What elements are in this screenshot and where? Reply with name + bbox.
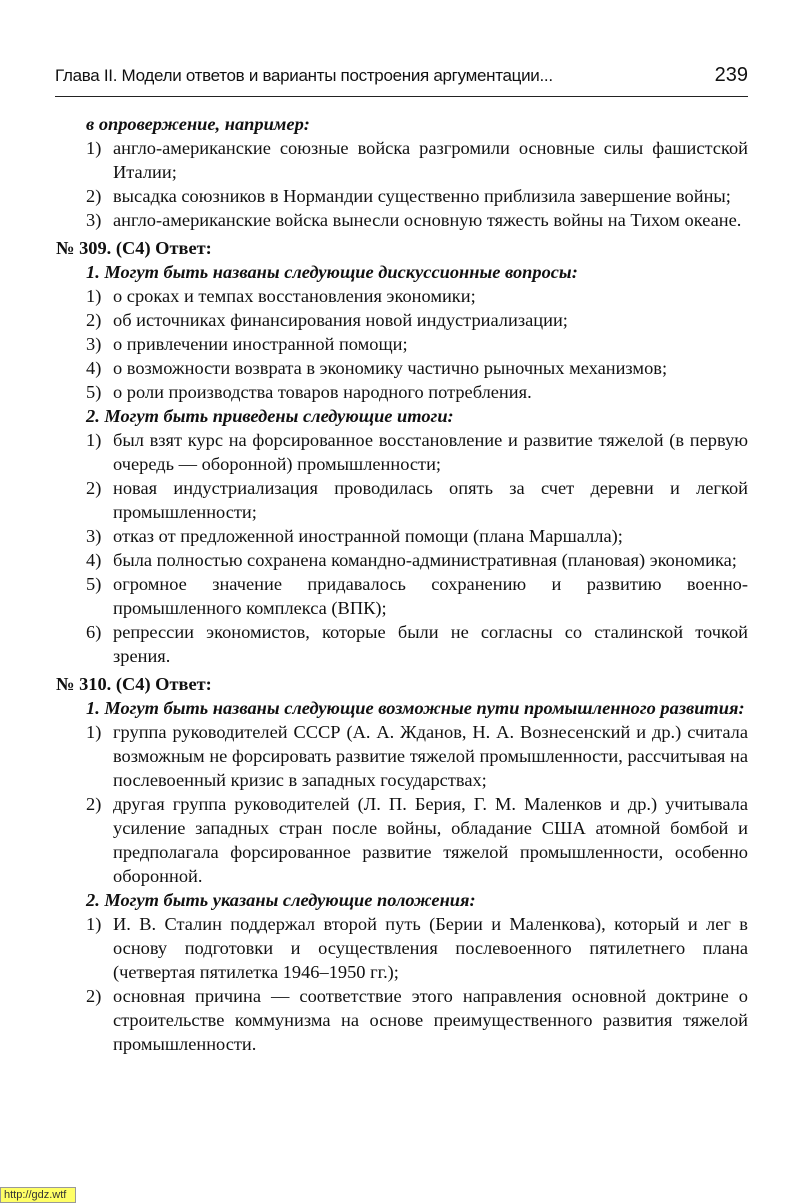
list-item [56, 620, 748, 668]
intro-list [56, 136, 748, 232]
page-body [56, 112, 748, 1056]
item-text: об источниках финансирования новой индустриализации; [113, 310, 568, 330]
item-number: 2) [86, 478, 102, 498]
list-item [56, 548, 748, 572]
list-item [56, 524, 748, 548]
list-item [56, 912, 748, 984]
section-heading: 1. Могут быть названы следующие дискуссионные вопросы: [86, 262, 578, 282]
item-text: была полностью сохранена командно-административная (плановая) экономика; [113, 550, 737, 570]
item-text: о роли производства товаров народного потребления. [113, 382, 532, 402]
item-text: о возможности возврата в экономику частично рыночных механизмов; [113, 358, 668, 378]
section-heading: 2. Могут быть указаны следующие положения: [86, 890, 476, 910]
item-number: 5) [86, 574, 102, 594]
question-310-title: № 310. (С4) Ответ: [56, 674, 212, 694]
item-text: огромное значение придавалось сохранению и развитию военно-промышленного комплекса (ВПК); [113, 574, 748, 618]
item-number: 1) [86, 138, 102, 158]
item-number: 1) [86, 722, 102, 742]
item-text: о сроках и темпах восстановления экономики; [113, 286, 476, 306]
intro-label: в опровержение, например: [86, 114, 310, 134]
item-number: 4) [86, 550, 102, 570]
list-item [56, 476, 748, 524]
list-item [56, 792, 748, 888]
list-item [56, 136, 748, 184]
list-item [56, 332, 748, 356]
item-number: 3) [86, 334, 102, 354]
question-309-title: № 309. (С4) Ответ: [56, 238, 212, 258]
section-heading: 1. Могут быть названы следующие возможные пути промышленного развития: [86, 698, 745, 718]
item-text: новая индустриализация проводилась опять за счет деревни и легкой промышленности; [113, 478, 748, 522]
item-number: 1) [86, 286, 102, 306]
list-item [56, 984, 748, 1056]
page-header [55, 66, 748, 97]
q310-section1-list [56, 720, 748, 888]
list-item [56, 208, 748, 232]
item-number: 1) [86, 914, 102, 934]
item-text: группа руководителей СССР (А. А. Жданов, Н. А. Вознесенский и др.) считала возможным не форсировать развитие тяжелой промышленности, рассчитывая на послевоенный кризис в западных государствах; [113, 722, 748, 790]
list-item [56, 284, 748, 308]
item-number: 5) [86, 382, 102, 402]
item-text: англо-американские союзные войска разгромили основные силы фашистской Италии; [113, 138, 748, 182]
running-head: Глава II. Модели ответов и варианты построения аргументации... [55, 66, 553, 85]
item-number: 3) [86, 526, 102, 546]
section-heading: 2. Могут быть приведены следующие итоги: [86, 406, 454, 426]
item-text: был взят курс на форсированное восстановление и развитие тяжелой (в первую очередь — оборонной) промышленности; [113, 430, 748, 474]
item-number: 3) [86, 210, 102, 230]
list-item [56, 308, 748, 332]
item-text: о привлечении иностранной помощи; [113, 334, 408, 354]
list-item [56, 720, 748, 792]
q310-section2-list [56, 912, 748, 1056]
item-number: 4) [86, 358, 102, 378]
list-item [56, 428, 748, 476]
item-number: 2) [86, 986, 102, 1006]
list-item [56, 572, 748, 620]
item-text: репрессии экономистов, которые были не согласны со сталинской точкой зрения. [113, 622, 748, 666]
q309-section2-list [56, 428, 748, 668]
q309-section1-list [56, 284, 748, 404]
item-number: 2) [86, 186, 102, 206]
item-text: И. В. Сталин поддержал второй путь (Берии и Маленкова), который и лег в основу подготовки и осуществления послевоенного пятилетнего плана (четвертая пятилетка 1946–1950 гг.); [113, 914, 748, 982]
list-item [56, 380, 748, 404]
item-number: 2) [86, 310, 102, 330]
item-text: отказ от предложенной иностранной помощи (плана Маршалла); [113, 526, 623, 546]
list-item [56, 184, 748, 208]
item-text: англо-американские войска вынесли основную тяжесть войны на Тихом океане. [113, 210, 742, 230]
item-number: 6) [86, 622, 102, 642]
item-number: 1) [86, 430, 102, 450]
watermark-link: http://gdz.wtf [0, 1187, 76, 1203]
item-text: другая группа руководителей (Л. П. Берия, Г. М. Маленков и др.) учитывала усиление западных стран после войны, обладание США атомной бомбой и предполагала форсированное развитие тяжелой промышленности, особенно оборонной. [113, 794, 748, 886]
page-number: 239 [714, 64, 748, 86]
item-number: 2) [86, 794, 102, 814]
list-item [56, 356, 748, 380]
item-text: высадка союзников в Нормандии существенно приблизила завершение войны; [113, 186, 731, 206]
item-text: основная причина — соответствие этого направления основной доктрине о строительстве коммунизма на основе преимущественного развития тяжелой промышленности. [113, 986, 748, 1054]
